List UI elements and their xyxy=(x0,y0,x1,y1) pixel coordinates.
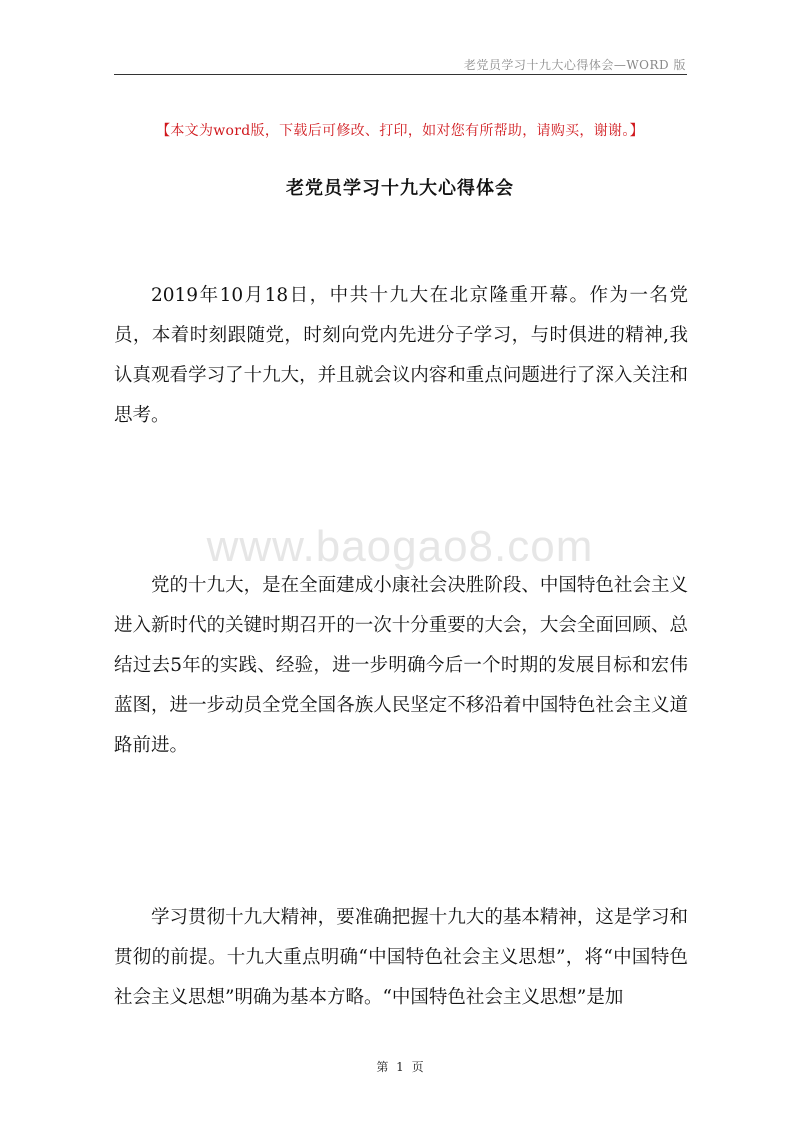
footer-suffix: 页 xyxy=(411,1060,424,1074)
document-title: 老党员学习十九大心得体会 xyxy=(286,178,514,199)
footer-prefix: 第 xyxy=(376,1060,389,1074)
paragraph-1: 2019年10月18日，中共十九大在北京隆重开幕。作为一名党员，本着时刻跟随党，时刻向党内先进分子学习，与时俱进的精神,我认真观看学习了十九大，并且就会议内容和重点问题进行了深入关注和思考。 xyxy=(114,285,688,426)
page-number: 1 xyxy=(396,1060,404,1074)
page-footer xyxy=(0,1058,800,1075)
header-divider xyxy=(114,74,687,75)
download-notice: 【本文为word版，下载后可修改、打印，如对您有所帮助，请购买，谢谢。】 xyxy=(156,123,644,139)
paragraph-3: 学习贯彻十九大精神，要准确把握十九大的基本精神，这是学习和贯彻的前提。十九大重点明确“中国特色社会主义思想”，将“中国特色社会主义思想”明确为基本方略。“中国特色社会主义思想”是加 xyxy=(114,907,688,1008)
running-header: 老党员学习十九大心得体会—WORD 版 xyxy=(463,58,686,72)
paragraph-2: 党的十九大，是在全面建成小康社会决胜阶段、中国特色社会主义进入新时代的关键时期召开的一次十分重要的大会，大会全面回顾、总结过去5年的实践、经验，进一步明确今后一个时期的发展目标和宏伟蓝图，进一步动员全党全国各族人民坚定不移沿着中国特色社会主义道路前进。 xyxy=(114,575,688,756)
watermark: www.baogao8.com xyxy=(206,522,594,571)
